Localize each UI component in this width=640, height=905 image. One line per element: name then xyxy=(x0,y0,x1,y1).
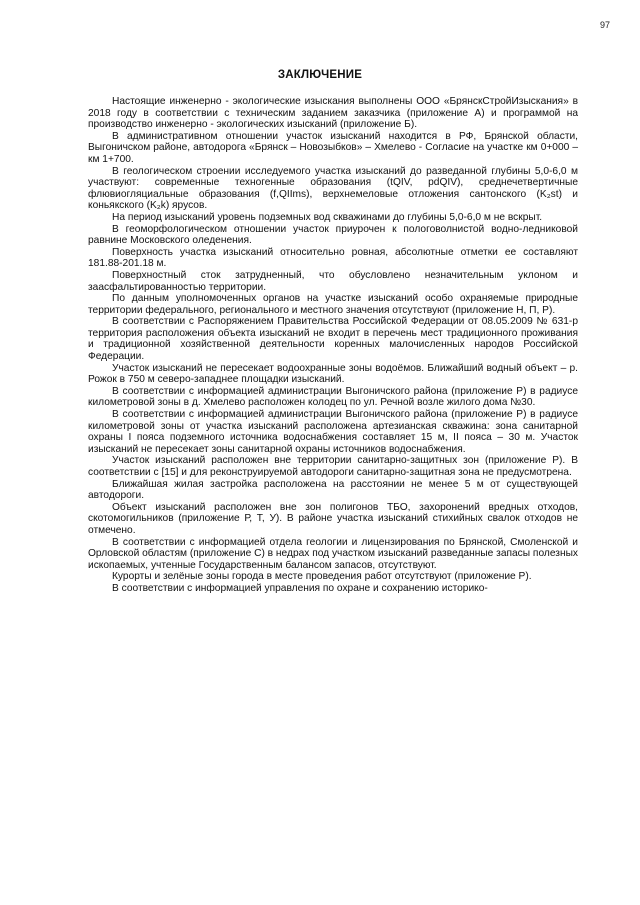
paragraph: Объект изысканий расположен вне зон полигонов ТБО, захоронений вредных отходов, скотомогильников (приложение Р, Т, У). В районе участка изысканий стихийных свалок отходов не отмечено. xyxy=(88,501,578,536)
paragraph: Ближайшая жилая застройка расположена на расстоянии не менее 5 м от существующей автодороги. xyxy=(88,478,578,502)
paragraph: На период изысканий уровень подземных вод скважинами до глубины 5,0-6,0 м не вскрыт. xyxy=(112,211,543,223)
document-body xyxy=(88,96,578,595)
paragraph: В соответствии с Распоряжением Правительства Российской Федерации от 08.05.2009 № 631-р территория расположения объекта изысканий не входит в перечень мест традиционного проживания и традиционной хозяйственной деятельности коренных малочисленных народов Российской Федерации. xyxy=(88,316,578,363)
paragraph: В соответствии с информацией управления по охране и сохранению историко- xyxy=(112,582,488,594)
page-title: ЗАКЛЮЧЕНИЕ xyxy=(277,69,363,81)
paragraph: По данным уполномоченных органов на участке изысканий особо охраняемые природные территории федерального, регионального и местного значения отсутствуют (приложение Н, П, Р). xyxy=(88,293,578,316)
paragraph: Курорты и зелёные зоны города в месте проведения работ отсутствуют (приложение Р). xyxy=(112,571,532,583)
paragraph: Поверхность участка изысканий относительно ровная, абсолютные отметки ее составляют 181.88-201.18 м. xyxy=(88,246,578,270)
paragraph: В геологическом строении исследуемого участка изысканий до разведанной глубины 5,0-6,0 м участвуют: современные техногенные образования (tQIV, pdQIV), среднечетвертичные флювиогляциальные образования (f,QIIms), верхнемеловые отложения сантонского (K₂st) и коньякского (K₂k) ярусов. xyxy=(88,165,578,212)
paragraph: Участок изысканий не пересекает водоохранные зоны водоёмов. Ближайший водный объект – р. Рожок в 750 м северо-западнее площадки изысканий. xyxy=(88,362,578,386)
paragraph: Поверхностный сток затрудненный, что обусловлено незначительным уклоном и заасфальтированностью территории. xyxy=(88,269,578,293)
paragraph: В административном отношении участок изысканий находится в РФ, Брянской области, Выгоничском районе, автодорога «Брянск – Новозыбков» – Хмелево - Согласие на участке км 0+000 – км 1+700. xyxy=(88,130,578,165)
paragraph: В соответствии с информацией администрации Выгоничского района (приложение Р) в радиусе километровой зоны в д. Хмелево расположен колодец по ул. Речной возле жилого дома №30. xyxy=(88,385,578,409)
paragraph: Участок изысканий расположен вне территории санитарно-защитных зон (приложение Р). В соответствии с [15] и для реконструируемой автодороги санитарно-защитная зона не предусмотрена. xyxy=(88,455,578,478)
paragraph: В соответствии с информацией отдела геологии и лицензирования по Брянской, Смоленской и Орловской областям (приложение С) в недрах под участком изысканий разведанные запасы полезных ископаемых, учтенные Государственным балансом запасов, отсутствуют. xyxy=(88,536,578,571)
paragraph: В соответствии с информацией администрации Выгоничского района (приложение Р) в радиусе километровой зоны от участка изысканий расположена артезианская скважина: зона санитарной охраны I пояса подземного источника водоснабжения составляет 15 м, II пояса – 30 м. Участок изысканий не пересекает зоны санитарной охраны источников водоснабжения. xyxy=(88,409,578,455)
paragraph: В геоморфологическом отношении участок приурочен к пологоволнистой водно-ледниковой равнине Московского оледенения. xyxy=(88,223,578,247)
paragraph: Настоящие инженерно - экологические изыскания выполнены ООО «БрянскСтройИзыскания» в 2018 году в соответствии с техническим заданием заказчика (приложение А) и программой на производство инженерно - экологических изысканий (приложение Б). xyxy=(88,96,578,131)
page-number: 97 xyxy=(599,20,610,30)
